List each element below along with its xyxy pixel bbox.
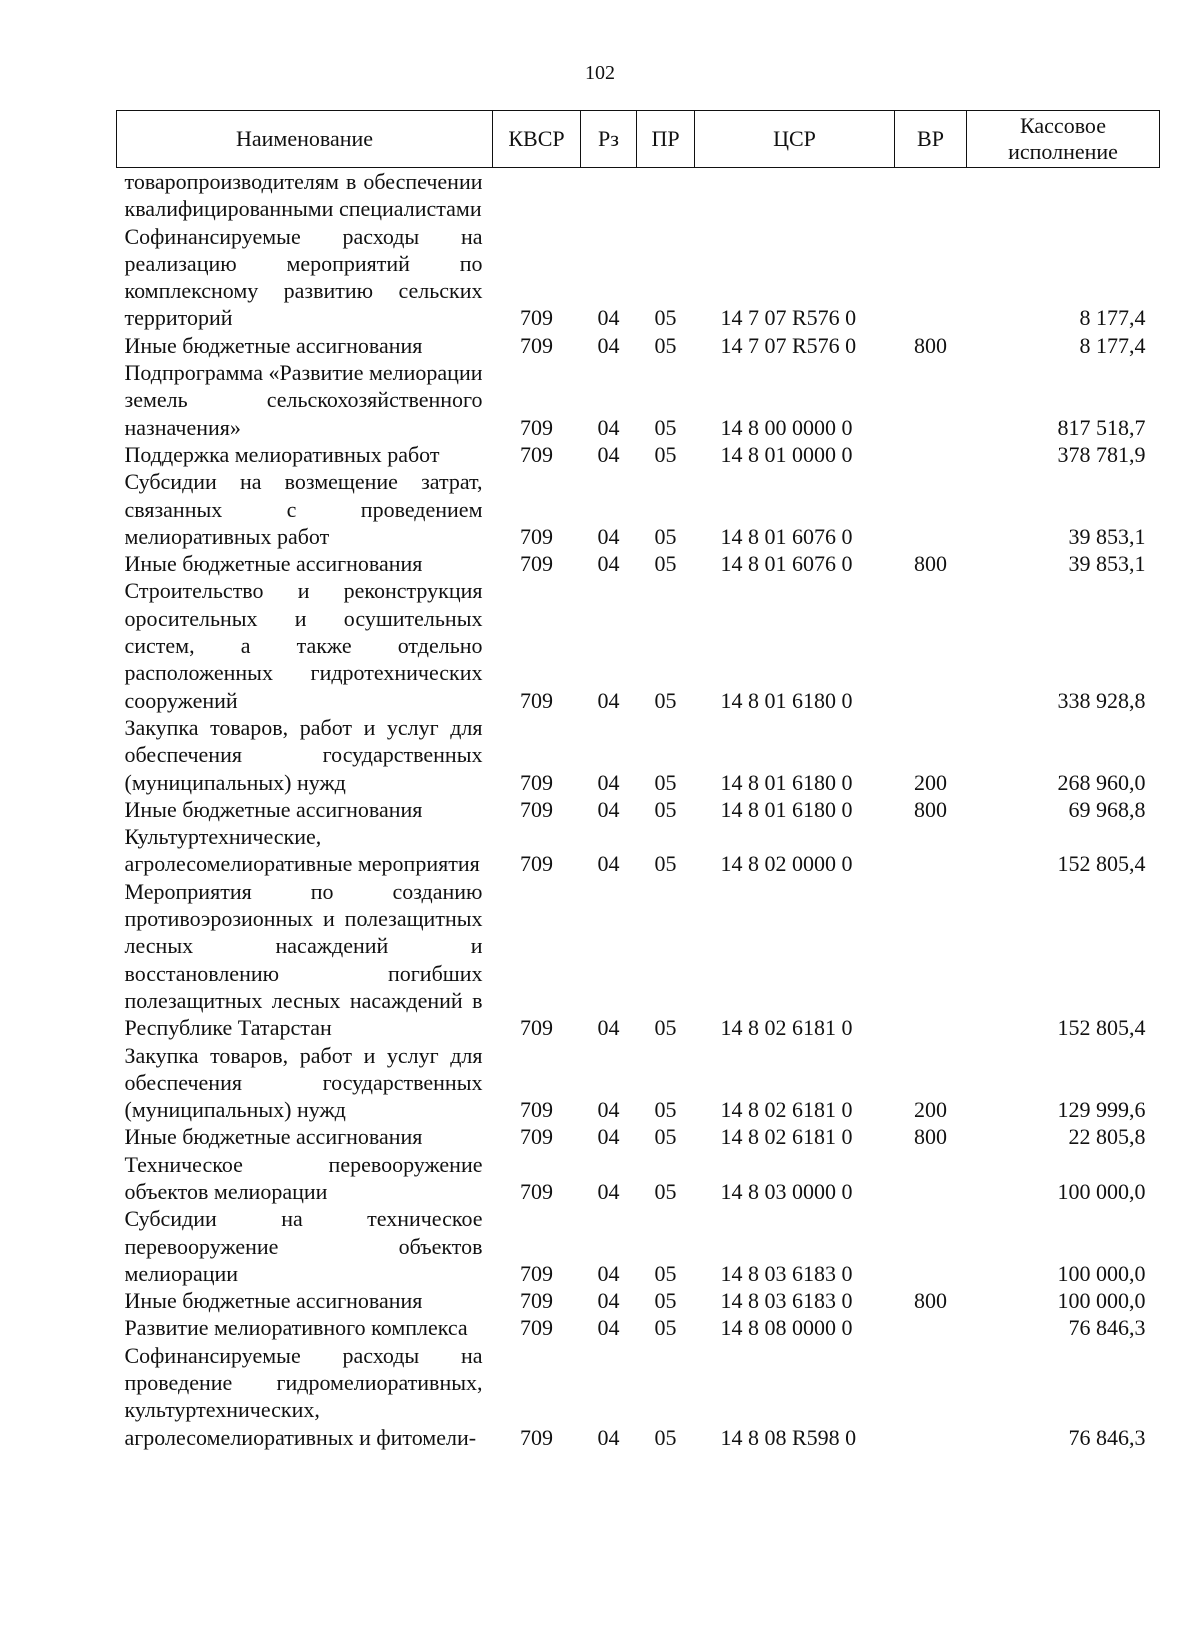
table-row <box>117 441 1160 468</box>
cell-vr <box>895 1314 967 1341</box>
cell-kvsr: 709 <box>520 1178 553 1204</box>
cell-pr: 05 <box>654 1260 677 1286</box>
cell-vr <box>895 468 967 550</box>
cell-kvsr: 709 <box>520 1424 553 1450</box>
table-row <box>117 1123 1160 1150</box>
cell-rz: 04 <box>597 1315 620 1341</box>
cell-vr: 200 <box>914 1097 947 1123</box>
header-rz: Рз <box>581 111 637 168</box>
cell-kvsr: 709 <box>520 1015 553 1041</box>
header-kvsr: КВСР <box>493 111 581 168</box>
cell-rz: 04 <box>597 1260 620 1286</box>
table-row <box>117 168 1160 223</box>
cell-name: Иные бюджетные ассигнования <box>124 1124 423 1150</box>
cell-pr: 05 <box>654 1097 677 1123</box>
cell-vr <box>895 823 967 878</box>
table-row <box>117 1314 1160 1341</box>
cell-vr <box>895 223 967 332</box>
cell-kvsr: 709 <box>520 1124 553 1150</box>
table-row <box>117 332 1160 359</box>
cell-sum: 39 853,1 <box>1068 551 1146 577</box>
cell-kvsr: 709 <box>520 1288 553 1314</box>
cell-csr <box>695 168 895 223</box>
cell-rz: 04 <box>597 1178 620 1204</box>
cell-pr: 05 <box>654 305 677 331</box>
cell-rz: 04 <box>597 796 620 822</box>
cell-name: Софинансируемые расходы на реализацию мероприятий по комплексному развитию сельских территорий <box>124 223 483 331</box>
cell-pr: 05 <box>654 1315 677 1341</box>
cell-sum <box>967 168 1160 223</box>
cell-csr: 14 7 07 R576 0 <box>720 332 857 358</box>
cell-csr: 14 8 08 0000 0 <box>720 1315 853 1341</box>
cell-sum: 268 960,0 <box>1057 769 1146 795</box>
cell-pr: 05 <box>654 414 677 440</box>
cell-csr: 14 8 02 0000 0 <box>720 851 853 877</box>
cell-rz: 04 <box>597 1424 620 1450</box>
cell-name: Софинансируемые расходы на проведение гидромелиоративных, культуртехнических, агролесомелиоративных и фитомели- <box>124 1342 483 1450</box>
cell-kvsr: 709 <box>520 1097 553 1123</box>
cell-pr: 05 <box>654 441 677 467</box>
cell-rz: 04 <box>597 1124 620 1150</box>
cell-name: Развитие мелиоративного комплекса <box>124 1315 468 1341</box>
cell-vr <box>895 168 967 223</box>
cell-pr: 05 <box>654 551 677 577</box>
cell-pr: 05 <box>654 1124 677 1150</box>
cell-name: Строительство и реконструкция оросительных и осушительных систем, а также отдельно расположенных гидротехнических сооружений <box>124 578 483 713</box>
cell-name: Подпрограмма «Развитие мелиорации земель сельскохозяйственного назначения» <box>124 360 483 440</box>
cell-kvsr: 709 <box>520 305 553 331</box>
header-vr: ВР <box>895 111 967 168</box>
cell-vr <box>895 577 967 713</box>
cell-sum: 100 000,0 <box>1057 1178 1146 1204</box>
cell-name: Субсидии на возмещение затрат, связанных с проведением мелиоративных работ <box>124 469 483 549</box>
table-row <box>117 1205 1160 1287</box>
table-row <box>117 878 1160 1042</box>
cell-name: Мероприятия по созданию противоэрозионных и полезащитных лесных насаждений и восстановлению погибших полезащитных лесных насаждений в Республике Татарстан <box>124 878 483 1041</box>
cell-rz: 04 <box>597 1288 620 1314</box>
cell-csr: 14 8 02 6181 0 <box>720 1015 853 1041</box>
cell-vr: 800 <box>914 551 947 577</box>
cell-rz: 04 <box>597 687 620 713</box>
cell-name: Поддержка мелиоративных работ <box>124 441 440 467</box>
cell-csr: 14 8 01 0000 0 <box>720 441 853 467</box>
cell-name: Субсидии на техническое перевооружение объектов мелиорации <box>124 1206 483 1286</box>
cell-rz: 04 <box>597 851 620 877</box>
cell-csr: 14 8 01 6076 0 <box>720 523 853 549</box>
cell-vr <box>895 441 967 468</box>
table-row <box>117 468 1160 550</box>
cell-vr: 800 <box>914 1288 947 1314</box>
cell-name: Иные бюджетные ассигнования <box>124 332 423 358</box>
cell-vr <box>895 1151 967 1206</box>
cell-rz <box>581 168 637 223</box>
cell-pr: 05 <box>654 1178 677 1204</box>
cell-pr: 05 <box>654 1424 677 1450</box>
cell-vr: 800 <box>914 796 947 822</box>
table-row <box>117 223 1160 332</box>
cell-name: Техническое перевооружение объектов мелиорации <box>124 1151 483 1204</box>
cell-sum: 76 846,3 <box>1068 1424 1146 1450</box>
cell-pr: 05 <box>654 523 677 549</box>
cell-kvsr: 709 <box>520 769 553 795</box>
cell-kvsr: 709 <box>520 687 553 713</box>
cell-vr <box>895 1342 967 1451</box>
cell-rz: 04 <box>597 414 620 440</box>
cell-csr: 14 8 01 6180 0 <box>720 687 853 713</box>
cell-vr <box>895 1205 967 1287</box>
cell-vr: 800 <box>914 332 947 358</box>
table-row <box>117 1042 1160 1124</box>
cell-rz: 04 <box>597 305 620 331</box>
cell-sum: 8 177,4 <box>1079 305 1146 331</box>
cell-name: Культуртехнические, агролесомелиоративные мероприятия <box>124 824 480 877</box>
cell-name: Иные бюджетные ассигнования <box>124 551 423 577</box>
cell-kvsr: 709 <box>520 441 553 467</box>
cell-rz: 04 <box>597 769 620 795</box>
cell-vr <box>895 359 967 441</box>
cell-kvsr: 709 <box>520 851 553 877</box>
cell-csr: 14 8 08 R598 0 <box>720 1424 857 1450</box>
cell-vr <box>895 878 967 1042</box>
cell-sum: 39 853,1 <box>1068 523 1146 549</box>
cell-kvsr: 709 <box>520 551 553 577</box>
table-row <box>117 1287 1160 1314</box>
cell-pr: 05 <box>654 796 677 822</box>
table-row <box>117 1342 1160 1451</box>
cell-rz: 04 <box>597 332 620 358</box>
cell-pr: 05 <box>654 687 677 713</box>
cell-vr: 200 <box>914 769 947 795</box>
header-name: Наименование <box>117 111 493 168</box>
cell-sum: 338 928,8 <box>1057 687 1146 713</box>
cell-name: Закупка товаров, работ и услуг для обеспечения государственных (муниципальных) нужд <box>124 714 483 795</box>
cell-csr: 14 8 00 0000 0 <box>720 414 853 440</box>
cell-pr: 05 <box>654 1288 677 1314</box>
table-body <box>117 168 1160 1451</box>
cell-sum: 100 000,0 <box>1057 1260 1146 1286</box>
cell-name: Иные бюджетные ассигнования <box>124 1288 423 1314</box>
cell-sum: 378 781,9 <box>1057 441 1146 467</box>
cell-pr: 05 <box>654 769 677 795</box>
cell-kvsr: 709 <box>520 414 553 440</box>
cell-kvsr: 709 <box>520 1260 553 1286</box>
cell-pr: 05 <box>654 1015 677 1041</box>
header-pr: ПР <box>637 111 695 168</box>
cell-name: товаропроизводителям в обеспечении квалифицированными специалистами <box>124 169 483 222</box>
cell-kvsr <box>493 168 581 223</box>
table-header <box>117 111 1160 168</box>
cell-rz: 04 <box>597 1097 620 1123</box>
table-row <box>117 1151 1160 1206</box>
table-row <box>117 577 1160 713</box>
cell-sum: 152 805,4 <box>1057 1015 1146 1041</box>
cell-kvsr: 709 <box>520 332 553 358</box>
cell-sum: 152 805,4 <box>1057 851 1146 877</box>
cell-rz: 04 <box>597 551 620 577</box>
cell-kvsr: 709 <box>520 1315 553 1341</box>
header-csr: ЦСР <box>695 111 895 168</box>
cell-csr: 14 8 02 6181 0 <box>720 1097 853 1123</box>
cell-sum: 69 968,8 <box>1068 796 1146 822</box>
cell-csr: 14 8 03 0000 0 <box>720 1178 853 1204</box>
cell-pr <box>637 168 695 223</box>
cell-rz: 04 <box>597 441 620 467</box>
table-row <box>117 823 1160 878</box>
cell-name: Иные бюджетные ассигнования <box>124 796 423 822</box>
cell-csr: 14 8 03 6183 0 <box>720 1288 853 1314</box>
header-sum: Кассовое исполнение <box>967 111 1160 168</box>
cell-name: Закупка товаров, работ и услуг для обеспечения государственных (муниципальных) нужд <box>124 1042 483 1123</box>
budget-table <box>116 110 1160 1451</box>
cell-sum: 129 999,6 <box>1057 1097 1146 1123</box>
cell-kvsr: 709 <box>520 796 553 822</box>
cell-kvsr: 709 <box>520 523 553 549</box>
cell-rz: 04 <box>597 523 620 549</box>
cell-sum: 76 846,3 <box>1068 1315 1146 1341</box>
table-row <box>117 550 1160 577</box>
page-number: 102 <box>585 62 615 84</box>
cell-csr: 14 8 01 6180 0 <box>720 796 853 822</box>
cell-csr: 14 8 03 6183 0 <box>720 1260 853 1286</box>
table-row <box>117 714 1160 796</box>
table-row <box>117 359 1160 441</box>
cell-csr: 14 8 01 6180 0 <box>720 769 853 795</box>
cell-pr: 05 <box>654 332 677 358</box>
cell-sum: 100 000,0 <box>1057 1288 1146 1314</box>
cell-csr: 14 7 07 R576 0 <box>720 305 857 331</box>
cell-vr: 800 <box>914 1124 947 1150</box>
table-row <box>117 796 1160 823</box>
cell-sum: 8 177,4 <box>1079 332 1146 358</box>
cell-sum: 817 518,7 <box>1057 414 1146 440</box>
cell-sum: 22 805,8 <box>1068 1124 1146 1150</box>
cell-csr: 14 8 02 6181 0 <box>720 1124 853 1150</box>
cell-csr: 14 8 01 6076 0 <box>720 551 853 577</box>
cell-pr: 05 <box>654 851 677 877</box>
cell-rz: 04 <box>597 1015 620 1041</box>
